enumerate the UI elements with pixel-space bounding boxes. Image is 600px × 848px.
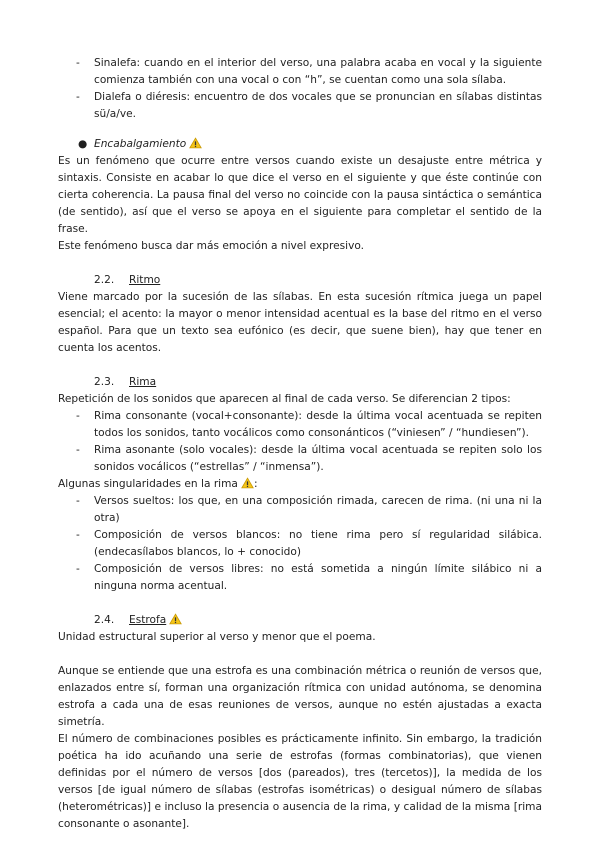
warning-icon: [189, 137, 202, 149]
list-item-rima-asonante: [58, 442, 542, 476]
singularidades-colon: :: [253, 478, 258, 490]
warning-icon: [241, 477, 254, 489]
dash-bullet: -: [76, 91, 80, 103]
list-item-text: Dialefa o diéresis: encuentro de dos vocales que se pronuncian en sílabas distintas sü/a/ve.: [94, 91, 542, 120]
dash-bullet: -: [76, 529, 80, 541]
dash-bullet: -: [76, 444, 80, 456]
rima-intro: Repetición de los sonidos que aparecen al final de cada verso. Se diferencian 2 tipos:: [58, 393, 511, 405]
list-item-versos-blancos: [58, 527, 542, 561]
encabalgamiento-heading: [58, 136, 542, 153]
list-item-text: Rima consonante (vocal+consonante): desde la última vocal acentuada se repiten todos los sonidos, tanto vocálicos como consonánticos (“viniesen” / “hundiesen”).: [94, 410, 542, 439]
section-title: Rima: [129, 376, 157, 388]
list-item-versos-libres: [58, 561, 542, 595]
section-heading-ritmo: [58, 272, 542, 289]
section-title: Estrofa: [129, 614, 167, 626]
dash-bullet: -: [76, 57, 80, 69]
singularidades-text: Algunas singularidades en la rima: [58, 478, 238, 490]
list-item-rima-consonante: [58, 408, 542, 442]
dash-bullet: -: [76, 410, 80, 422]
document-content: [58, 55, 542, 833]
list-item-text: Versos sueltos: los que, en una composición rimada, carecen de rima. (ni una ni la otra): [94, 495, 542, 524]
list-item-text: Rima asonante (solo vocales): desde la última vocal acentuada se repiten solo los sonidos vocálicos (“estrellas” / “inmensa”).: [94, 444, 542, 473]
dash-bullet: -: [76, 563, 80, 575]
estrofa-definition: Unidad estructural superior al verso y menor que el poema.: [58, 631, 376, 643]
dash-bullet: -: [76, 495, 80, 507]
estrofa-paragraph-2: El número de combinaciones posibles es prácticamente infinito. Sin embargo, la tradición poética ha ido acuñando una serie de estrofas (formas combinatorias), que vienen definidas por el número de versos [dos (pareados), tres (tercetos)], la medida de los versos [de igual número de sílabas (estrofas isométricas) o desigual número de sílabas (heterométricas)] e incluso la presencia o ausencia de la rima, y calidad de la misma [rima consonante o asonante].: [58, 733, 542, 830]
blank-line: [58, 646, 542, 663]
list-item-dialefa: [58, 89, 542, 123]
ritmo-paragraph: Viene marcado por la sucesión de las sílabas. En esta sucesión rítmica juega un papel esencial; el acento: la mayor o menor intensidad acentual es la base del ritmo en el verso español. Para que un texto sea eufónico (es decir, que suene bien), hay que tener en cuenta los acentos.: [58, 291, 542, 354]
list-item-text: Composición de versos libres: no está sometida a ningún límite silábico ni a ninguna norma acentual.: [94, 563, 542, 592]
encabalgamiento-note: Este fenómeno busca dar más emoción a nivel expresivo.: [58, 240, 364, 252]
list-item-sinalefa: [58, 55, 542, 89]
estrofa-paragraph-1: Aunque se entiende que una estrofa es una combinación métrica o reunión de versos que, enlazados entre sí, forman una organización rítmica con unidad autónoma, se denomina estrofa a cada una de esas reuniones de versos, aunque no estén ajustadas a exacta simetría.: [58, 665, 542, 728]
list-item-versos-sueltos: [58, 493, 542, 527]
warning-icon: [169, 613, 182, 625]
section-number: 2.3.: [94, 376, 115, 388]
list-item-text: Composición de versos blancos: no tiene rima pero sí regularidad silábica. (endecasílabos blancos, lo + conocido): [94, 529, 542, 558]
singularidades-label: [58, 476, 542, 493]
section-title: Ritmo: [129, 274, 161, 286]
section-heading-estrofa: [58, 612, 542, 629]
list-item-text: Sinalefa: cuando en el interior del verso, una palabra acaba en vocal y la siguiente comienza también con una vocal o con “h”, se cuentan como una sola sílaba.: [94, 57, 542, 86]
section-heading-rima: [58, 374, 542, 391]
section-number: 2.4.: [94, 614, 115, 626]
section-number: 2.2.: [94, 274, 115, 286]
encabalgamiento-title: Encabalgamiento: [94, 138, 187, 150]
dot-bullet: ●: [78, 138, 88, 150]
encabalgamiento-paragraph: Es un fenómeno que ocurre entre versos cuando existe un desajuste entre métrica y sintaxis. Consiste en acabar lo que dice el verso en el siguiente y que éste continúe con cierta coherencia. La pausa final del verso no coincide con la pausa sintáctica o semántica (de sentido), así que el verso se apoya en el siguiente para completar el sentido de la frase.: [58, 155, 542, 235]
